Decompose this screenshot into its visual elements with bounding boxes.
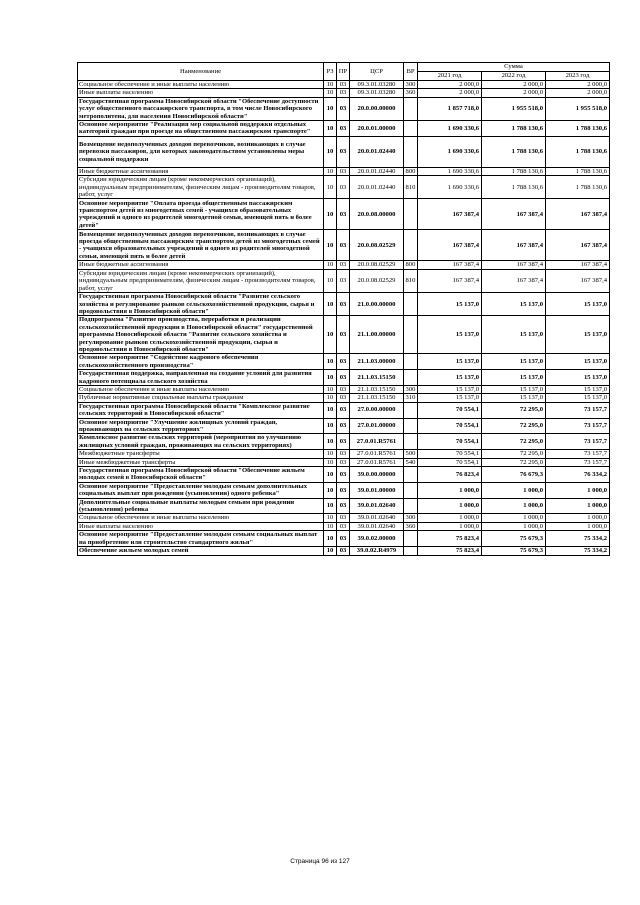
row-rz: 10 bbox=[324, 199, 337, 230]
row-2023: 167 387,4 bbox=[546, 230, 610, 261]
row-pr: 03 bbox=[337, 354, 350, 370]
row-name: Государственная программа Новосибирской области "Комплексное развитие сельских территорий в Новосибирской области" bbox=[78, 402, 324, 418]
row-name: Дополнительные социальные выплаты молодым семьям при рождении (усыновлении) ребенка bbox=[78, 498, 324, 514]
row-vr: 810 bbox=[404, 269, 418, 292]
row-2021: 1 000,0 bbox=[418, 498, 482, 514]
row-csr: 20.0.08.02529 bbox=[350, 230, 404, 261]
row-2022: 1 788 130,6 bbox=[482, 167, 546, 175]
row-name: Обеспечение жильем молодых семей bbox=[78, 547, 324, 555]
row-2022: 75 679,3 bbox=[482, 531, 546, 547]
row-2023: 1 788 130,6 bbox=[546, 121, 610, 137]
row-2022: 72 295,0 bbox=[482, 418, 546, 434]
row-2022: 1 000,0 bbox=[482, 522, 546, 530]
row-vr: 360 bbox=[404, 89, 418, 97]
row-pr: 03 bbox=[337, 514, 350, 522]
row-2022: 1 788 130,6 bbox=[482, 176, 546, 199]
row-name: Государственная поддержка, направленная на создание условий для развития кадрового потенциала сельского хозяйства bbox=[78, 370, 324, 386]
row-name: Государственная программа Новосибирской области "Развитие сельского хозяйства и регулирование рынков сельскохозяйственной продукции, сырья и продовольствия в Новосибирской области" bbox=[78, 293, 324, 316]
row-rz: 10 bbox=[324, 269, 337, 292]
row-name: Иные межбюджетные трансферты bbox=[78, 458, 324, 466]
row-pr: 03 bbox=[337, 230, 350, 261]
row-2023: 73 157,7 bbox=[546, 450, 610, 458]
row-name: Социальное обеспечение и иные выплаты населению bbox=[78, 514, 324, 522]
row-2022: 167 387,4 bbox=[482, 269, 546, 292]
row-csr: 21.1.03.15150 bbox=[350, 394, 404, 402]
row-2023: 75 334,2 bbox=[546, 531, 610, 547]
row-2021: 167 387,4 bbox=[418, 199, 482, 230]
row-csr: 20.0.01.02440 bbox=[350, 176, 404, 199]
row-name: Иные бюджетные ассигнования bbox=[78, 261, 324, 269]
row-pr: 03 bbox=[337, 81, 350, 89]
row-2021: 15 137,0 bbox=[418, 316, 482, 354]
row-csr: 27.0.01.R5761 bbox=[350, 458, 404, 466]
row-csr: 39.0.01.02640 bbox=[350, 514, 404, 522]
row-2022: 15 137,0 bbox=[482, 370, 546, 386]
row-name: Основное мероприятие "Улучшение жилищных условий граждан, проживающих на сельских территориях" bbox=[78, 418, 324, 434]
table-row bbox=[78, 498, 610, 514]
row-2022: 72 295,0 bbox=[482, 402, 546, 418]
header-sums: Сумма bbox=[418, 63, 610, 72]
table-row bbox=[78, 97, 610, 120]
row-2021: 15 137,0 bbox=[418, 385, 482, 393]
budget-table bbox=[77, 62, 610, 556]
row-rz: 10 bbox=[324, 89, 337, 97]
row-2023: 1 788 130,6 bbox=[546, 176, 610, 199]
row-2022: 1 788 130,6 bbox=[482, 121, 546, 137]
row-pr: 03 bbox=[337, 482, 350, 498]
row-name: Возмещение недополученных доходов перевозчиков, возникающих в случае проезда общественным пассажирским транспортом детей из многодетных семей - учащихся образовательных учреждений и одного из родителей многодетной семьи, имеющей пять и более детей bbox=[78, 230, 324, 261]
row-vr bbox=[404, 136, 418, 167]
row-csr: 21.1.00.00000 bbox=[350, 316, 404, 354]
row-2022: 72 295,0 bbox=[482, 434, 546, 450]
row-csr: 20.0.08.02529 bbox=[350, 269, 404, 292]
budget-table-sheet bbox=[77, 62, 609, 556]
header-year-2021: 2021 год bbox=[418, 72, 482, 81]
row-2021: 1 857 718,0 bbox=[418, 97, 482, 120]
row-rz: 10 bbox=[324, 498, 337, 514]
row-vr bbox=[404, 97, 418, 120]
row-rz: 10 bbox=[324, 354, 337, 370]
row-csr: 39.0.02.00000 bbox=[350, 531, 404, 547]
row-pr: 03 bbox=[337, 269, 350, 292]
row-2022: 1 788 130,6 bbox=[482, 136, 546, 167]
row-pr: 03 bbox=[337, 89, 350, 97]
table-row bbox=[78, 522, 610, 530]
row-2023: 15 137,0 bbox=[546, 385, 610, 393]
row-2022: 75 679,3 bbox=[482, 547, 546, 555]
row-2022: 167 387,4 bbox=[482, 199, 546, 230]
header-year-2023: 2023 год bbox=[546, 72, 610, 81]
row-pr: 03 bbox=[337, 458, 350, 466]
row-name: Комплексное развитие сельских территорий (мероприятия по улучшению жилищных условий граждан, проживающих на сельских территориях) bbox=[78, 434, 324, 450]
row-name: Основное мероприятие "Реализация мер социальной поддержки отдельных категорий граждан при проезде на общественном пассажирском транспорте" bbox=[78, 121, 324, 137]
row-rz: 10 bbox=[324, 458, 337, 466]
row-csr: 27.0.01.R5761 bbox=[350, 450, 404, 458]
row-vr bbox=[404, 547, 418, 555]
table-row bbox=[78, 394, 610, 402]
row-2022: 1 000,0 bbox=[482, 514, 546, 522]
row-csr: 21.1.03.15150 bbox=[350, 370, 404, 386]
row-name: Государственная программа Новосибирской области "Обеспечение доступности услуг общественного пассажирского транспорта, в том числе Новосибирского метрополитена, для населения Новосибирской области" bbox=[78, 97, 324, 120]
row-vr bbox=[404, 316, 418, 354]
row-2022: 2 000,0 bbox=[482, 89, 546, 97]
row-rz: 10 bbox=[324, 385, 337, 393]
row-pr: 03 bbox=[337, 167, 350, 175]
table-row bbox=[78, 531, 610, 547]
row-2023: 1 000,0 bbox=[546, 514, 610, 522]
row-csr: 20.0.01.02440 bbox=[350, 167, 404, 175]
table-row bbox=[78, 176, 610, 199]
row-pr: 03 bbox=[337, 97, 350, 120]
row-csr: 20.0.01.02440 bbox=[350, 136, 404, 167]
table-row bbox=[78, 385, 610, 393]
row-csr: 39.0.00.00000 bbox=[350, 467, 404, 483]
row-2023: 15 137,0 bbox=[546, 354, 610, 370]
row-vr bbox=[404, 434, 418, 450]
row-2023: 15 137,0 bbox=[546, 370, 610, 386]
row-vr bbox=[404, 498, 418, 514]
table-row bbox=[78, 547, 610, 555]
row-rz: 10 bbox=[324, 316, 337, 354]
row-pr: 03 bbox=[337, 316, 350, 354]
row-pr: 03 bbox=[337, 394, 350, 402]
row-vr bbox=[404, 230, 418, 261]
row-rz: 10 bbox=[324, 394, 337, 402]
row-csr: 20.0.08.00000 bbox=[350, 199, 404, 230]
row-2022: 72 295,0 bbox=[482, 458, 546, 466]
row-vr: 360 bbox=[404, 522, 418, 530]
row-vr bbox=[404, 121, 418, 137]
row-rz: 10 bbox=[324, 547, 337, 555]
row-2021: 1 690 330,6 bbox=[418, 121, 482, 137]
row-csr: 27.0.01.00000 bbox=[350, 418, 404, 434]
row-vr bbox=[404, 354, 418, 370]
row-name: Субсидии юридическим лицам (кроме некоммерческих организаций), индивидуальным предпринимателям, физическим лицам - производителям товаров, работ, услуг bbox=[78, 176, 324, 199]
row-rz: 10 bbox=[324, 514, 337, 522]
table-row bbox=[78, 136, 610, 167]
row-rz: 10 bbox=[324, 167, 337, 175]
table-row bbox=[78, 89, 610, 97]
row-pr: 03 bbox=[337, 402, 350, 418]
row-csr: 21.1.03.15150 bbox=[350, 385, 404, 393]
header-csr: ЦСР bbox=[350, 63, 404, 81]
table-row bbox=[78, 167, 610, 175]
row-csr: 20.0.00.00000 bbox=[350, 97, 404, 120]
row-pr: 03 bbox=[337, 176, 350, 199]
row-rz: 10 bbox=[324, 531, 337, 547]
header-vr: ВР bbox=[404, 63, 418, 81]
table-row bbox=[78, 418, 610, 434]
row-2023: 15 137,0 bbox=[546, 293, 610, 316]
row-pr: 03 bbox=[337, 418, 350, 434]
row-2023: 167 387,4 bbox=[546, 261, 610, 269]
row-csr: 39.0.01.02640 bbox=[350, 498, 404, 514]
table-row bbox=[78, 269, 610, 292]
row-rz: 10 bbox=[324, 467, 337, 483]
row-2023: 1 788 130,6 bbox=[546, 167, 610, 175]
row-2021: 70 554,1 bbox=[418, 434, 482, 450]
row-2022: 1 000,0 bbox=[482, 482, 546, 498]
row-vr bbox=[404, 418, 418, 434]
row-2021: 1 000,0 bbox=[418, 522, 482, 530]
row-2023: 75 334,2 bbox=[546, 547, 610, 555]
row-csr: 09.3.01.03280 bbox=[350, 89, 404, 97]
row-name: Субсидии юридическим лицам (кроме некоммерческих организаций), индивидуальным предпринимателям, физическим лицам - производителям товаров, работ, услуг bbox=[78, 269, 324, 292]
row-2022: 15 137,0 bbox=[482, 385, 546, 393]
row-rz: 10 bbox=[324, 522, 337, 530]
row-pr: 03 bbox=[337, 370, 350, 386]
row-2021: 75 823,4 bbox=[418, 547, 482, 555]
row-rz: 10 bbox=[324, 261, 337, 269]
row-2021: 70 554,1 bbox=[418, 450, 482, 458]
row-2021: 2 000,0 bbox=[418, 81, 482, 89]
row-pr: 03 bbox=[337, 136, 350, 167]
row-rz: 10 bbox=[324, 293, 337, 316]
row-vr: 300 bbox=[404, 385, 418, 393]
row-csr: 27.0.01.R5761 bbox=[350, 434, 404, 450]
row-rz: 10 bbox=[324, 482, 337, 498]
row-vr: 310 bbox=[404, 394, 418, 402]
header-row bbox=[78, 63, 610, 72]
row-pr: 03 bbox=[337, 450, 350, 458]
row-2021: 167 387,4 bbox=[418, 269, 482, 292]
row-pr: 03 bbox=[337, 385, 350, 393]
row-rz: 10 bbox=[324, 81, 337, 89]
row-pr: 03 bbox=[337, 261, 350, 269]
row-2022: 1 955 518,0 bbox=[482, 97, 546, 120]
row-pr: 03 bbox=[337, 293, 350, 316]
row-pr: 03 bbox=[337, 199, 350, 230]
row-2021: 76 823,4 bbox=[418, 467, 482, 483]
row-pr: 03 bbox=[337, 467, 350, 483]
row-2023: 15 137,0 bbox=[546, 316, 610, 354]
row-2022: 167 387,4 bbox=[482, 261, 546, 269]
row-name: Социальное обеспечение и иные выплаты населению bbox=[78, 81, 324, 89]
row-rz: 10 bbox=[324, 450, 337, 458]
row-2021: 1 690 330,6 bbox=[418, 136, 482, 167]
table-row bbox=[78, 121, 610, 137]
row-rz: 10 bbox=[324, 370, 337, 386]
row-name: Основное мероприятие "Предоставление молодым семьям социальных выплат на приобретение или строительство стандартного жилья" bbox=[78, 531, 324, 547]
row-csr: 27.0.00.00000 bbox=[350, 402, 404, 418]
row-vr bbox=[404, 370, 418, 386]
table-row bbox=[78, 450, 610, 458]
row-2023: 76 334,2 bbox=[546, 467, 610, 483]
row-2022: 15 137,0 bbox=[482, 354, 546, 370]
row-name: Иные выплаты населению bbox=[78, 522, 324, 530]
row-name: Публичные нормативные социальные выплаты гражданам bbox=[78, 394, 324, 402]
row-vr: 800 bbox=[404, 167, 418, 175]
row-vr: 300 bbox=[404, 81, 418, 89]
table-row bbox=[78, 402, 610, 418]
row-vr bbox=[404, 467, 418, 483]
row-2023: 2 000,0 bbox=[546, 89, 610, 97]
row-2021: 70 554,1 bbox=[418, 458, 482, 466]
row-2022: 2 000,0 bbox=[482, 81, 546, 89]
row-2023: 73 157,7 bbox=[546, 458, 610, 466]
row-2022: 167 387,4 bbox=[482, 230, 546, 261]
row-vr bbox=[404, 402, 418, 418]
table-row bbox=[78, 81, 610, 89]
row-2022: 15 137,0 bbox=[482, 316, 546, 354]
row-rz: 10 bbox=[324, 230, 337, 261]
header-year-2022: 2022 год bbox=[482, 72, 546, 81]
row-2023: 15 137,0 bbox=[546, 394, 610, 402]
row-csr: 20.0.01.00000 bbox=[350, 121, 404, 137]
table-row bbox=[78, 293, 610, 316]
row-2023: 1 955 518,0 bbox=[546, 97, 610, 120]
page-footer: Страница 96 из 127 bbox=[290, 858, 350, 865]
row-csr: 39.0.01.02640 bbox=[350, 522, 404, 530]
table-row bbox=[78, 316, 610, 354]
table-row bbox=[78, 370, 610, 386]
table-row bbox=[78, 467, 610, 483]
row-vr bbox=[404, 531, 418, 547]
row-2023: 167 387,4 bbox=[546, 269, 610, 292]
row-2021: 70 554,1 bbox=[418, 418, 482, 434]
row-2021: 1 000,0 bbox=[418, 514, 482, 522]
row-2023: 1 000,0 bbox=[546, 482, 610, 498]
row-2023: 167 387,4 bbox=[546, 199, 610, 230]
row-2022: 72 295,0 bbox=[482, 450, 546, 458]
row-name: Государственная программа Новосибирской области "Обеспечение жильем молодых семей в Новосибирской области" bbox=[78, 467, 324, 483]
row-rz: 10 bbox=[324, 434, 337, 450]
row-rz: 10 bbox=[324, 418, 337, 434]
row-csr: 39.0.02.R4979 bbox=[350, 547, 404, 555]
row-2021: 1 000,0 bbox=[418, 482, 482, 498]
row-2021: 15 137,0 bbox=[418, 293, 482, 316]
row-name: Основное мероприятие "Содействие кадрового обеспечения сельскохозяйственного производства" bbox=[78, 354, 324, 370]
row-vr bbox=[404, 482, 418, 498]
row-2022: 15 137,0 bbox=[482, 394, 546, 402]
row-2023: 73 157,7 bbox=[546, 418, 610, 434]
row-name: Иные бюджетные ассигнования bbox=[78, 167, 324, 175]
row-name: Иные выплаты населению bbox=[78, 89, 324, 97]
header-rz: РЗ bbox=[324, 63, 337, 81]
row-pr: 03 bbox=[337, 121, 350, 137]
row-2021: 2 000,0 bbox=[418, 89, 482, 97]
row-2022: 1 000,0 bbox=[482, 498, 546, 514]
table-row bbox=[78, 482, 610, 498]
row-pr: 03 bbox=[337, 498, 350, 514]
row-name: Социальное обеспечение и иные выплаты населению bbox=[78, 385, 324, 393]
row-2021: 15 137,0 bbox=[418, 370, 482, 386]
row-name: Основное мероприятие "Предоставление молодым семьям дополнительных социальных выплат при рождении (усыновлении) одного ребенка" bbox=[78, 482, 324, 498]
row-csr: 09.3.01.03280 bbox=[350, 81, 404, 89]
row-vr bbox=[404, 293, 418, 316]
row-2023: 1 788 130,6 bbox=[546, 136, 610, 167]
row-name: Подпрограмма "Развитие производства, переработки и реализации сельскохозяйственной продукции в Новосибирской области" государственной программы Новосибирской области "Развитие сельского хозяйства и регулирование рынков сельскохозяйственной продукции, сырья и продовольствия в Новосибирской области" bbox=[78, 316, 324, 354]
row-2023: 2 000,0 bbox=[546, 81, 610, 89]
table-body bbox=[78, 81, 610, 556]
row-pr: 03 bbox=[337, 547, 350, 555]
table-row bbox=[78, 458, 610, 466]
row-csr: 21.0.00.00000 bbox=[350, 293, 404, 316]
row-csr: 20.0.08.02529 bbox=[350, 261, 404, 269]
row-pr: 03 bbox=[337, 522, 350, 530]
row-rz: 10 bbox=[324, 402, 337, 418]
row-2022: 15 137,0 bbox=[482, 293, 546, 316]
row-2023: 1 000,0 bbox=[546, 522, 610, 530]
row-pr: 03 bbox=[337, 434, 350, 450]
row-rz: 10 bbox=[324, 97, 337, 120]
row-2021: 1 690 330,6 bbox=[418, 167, 482, 175]
table-row bbox=[78, 514, 610, 522]
row-csr: 39.0.01.00000 bbox=[350, 482, 404, 498]
row-2023: 1 000,0 bbox=[546, 498, 610, 514]
row-2023: 73 157,7 bbox=[546, 434, 610, 450]
table-row bbox=[78, 434, 610, 450]
row-vr: 810 bbox=[404, 176, 418, 199]
row-rz: 10 bbox=[324, 176, 337, 199]
row-vr: 500 bbox=[404, 450, 418, 458]
row-csr: 21.1.03.00000 bbox=[350, 354, 404, 370]
row-2021: 1 690 330,6 bbox=[418, 176, 482, 199]
table-row bbox=[78, 199, 610, 230]
table-row bbox=[78, 230, 610, 261]
row-name: Основное мероприятие "Оплата проезда общественным пассажирским транспортом детей из многодетных семей - учащихся образовательных учреждений и одного из родителей многодетной семьи, имеющей пять и более детей" bbox=[78, 199, 324, 230]
header-name: Наименование bbox=[78, 63, 324, 81]
row-2021: 70 554,1 bbox=[418, 402, 482, 418]
table-row bbox=[78, 354, 610, 370]
row-pr: 03 bbox=[337, 531, 350, 547]
header-pr: ПР bbox=[337, 63, 350, 81]
row-name: Возмещение недополученных доходов перевозчиков, возникающих в случае перевозки пассажиров, для которых законодательством установлены меры социальной поддержки bbox=[78, 136, 324, 167]
row-2021: 167 387,4 bbox=[418, 230, 482, 261]
row-vr bbox=[404, 199, 418, 230]
row-2023: 73 157,7 bbox=[546, 402, 610, 418]
row-vr: 800 bbox=[404, 261, 418, 269]
row-rz: 10 bbox=[324, 136, 337, 167]
row-name: Межбюджетные трансферты bbox=[78, 450, 324, 458]
row-2022: 76 679,3 bbox=[482, 467, 546, 483]
row-2021: 167 387,4 bbox=[418, 261, 482, 269]
row-2021: 15 137,0 bbox=[418, 354, 482, 370]
row-2021: 75 823,4 bbox=[418, 531, 482, 547]
row-vr: 300 bbox=[404, 514, 418, 522]
row-2021: 15 137,0 bbox=[418, 394, 482, 402]
row-vr: 540 bbox=[404, 458, 418, 466]
row-rz: 10 bbox=[324, 121, 337, 137]
table-row bbox=[78, 261, 610, 269]
